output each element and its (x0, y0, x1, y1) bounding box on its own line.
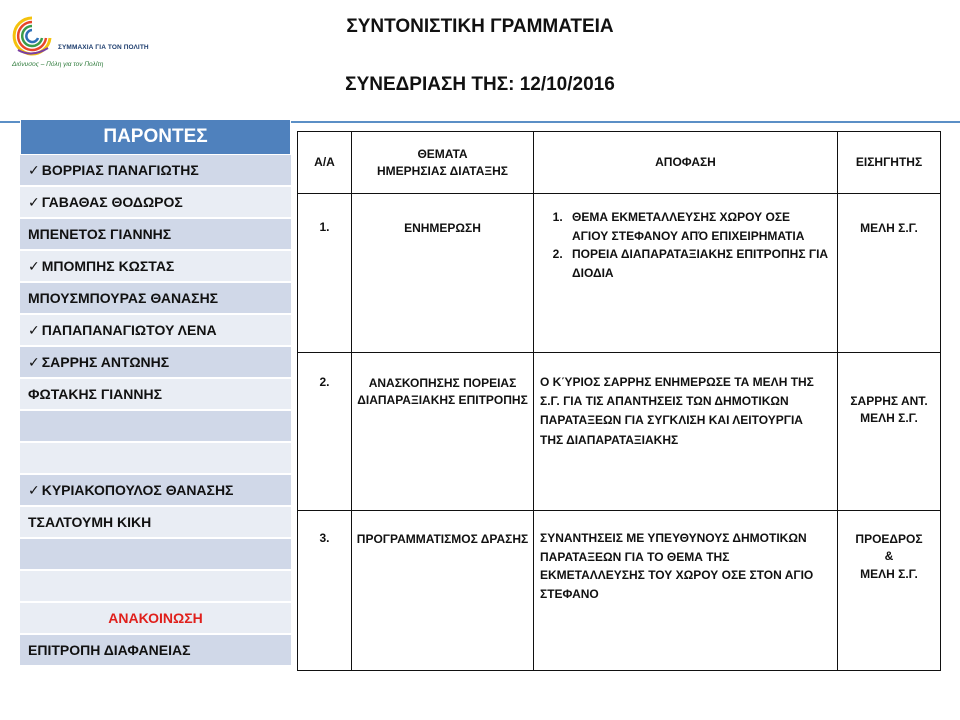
transparency-committee: ΕΠΙΤΡΟΠΗ ΔΙΑΦΑΝΕΙΑΣ (20, 635, 291, 667)
row-number: 3. (298, 511, 352, 671)
decision-item: 1. ΘΕΜΑ ΕΚΜΕΤΑΛΛΕΥΣΗΣ ΧΩΡΟΥ ΟΣΕ ΑΓΙΟΥ ΣΤΕΦΑΝΟΥ ΑΠΌ ΕΠΙΧΕΙΡΗΜΑΤΙΑ (566, 208, 829, 245)
attendee-name: ΒΟΡΡΙΑΣ ΠΑΝΑΓΙΩΤΗΣ (41, 162, 199, 178)
row-decision: ΣΥΝΑΝΤΗΣΕΙΣ ΜΕ ΥΠΕΥΘΥΝΟΥΣ ΔΗΜΟΤΙΚΩΝ ΠΑΡΑΤΑΞΕΩΝ ΓΙΑ ΤΟ ΘΕΜΑ ΤΗΣ ΕΚΜΕΤΑΛΛΕΥΣΗΣ ΤΟΥ ΧΩΡΟΥ ΟΣΕ ΣΤΟΝ ΑΓΙΟ ΣΤΕΦΑΝΟ (534, 511, 838, 671)
logo-name: ΣΥΜΜΑΧΙΑ ΓΙΑ ΤΟΝ ΠΟΛΙΤΗ (58, 44, 149, 51)
agenda-header-row (298, 132, 941, 194)
speaker-line: ΜΕΛΗ Σ.Γ. (860, 221, 918, 235)
attendee-row (20, 507, 291, 539)
attendee-name: ΓΑΒΑΘΑΣ ΘΟΔΩΡΟΣ (41, 194, 183, 210)
attendee-row (20, 155, 291, 187)
agenda-row (298, 194, 941, 353)
attendee-name: ΜΠΕΝΕΤΟΣ ΓΙΑΝΝΗΣ (28, 226, 172, 242)
attendee-row-empty (20, 539, 291, 571)
checkmark-icon: ✓ (28, 257, 40, 274)
session-date: ΣΥΝΕΔΡΙΑΣΗ ΤΗΣ: 12/10/2016 (345, 74, 615, 95)
row-topic: ΑΝΑΣΚΟΠΗΣΗΣ ΠΟΡΕΙΑΣ ΔΙΑΠΑΡΑΞΙΑΚΗΣ ΕΠΙΤΡΟΠΗΣ (352, 353, 534, 511)
attendees-header: ΠΑΡΟΝΤΕΣ (20, 119, 291, 155)
attendee-row (20, 219, 291, 251)
attendee-name: ΚΥΡΙΑΚΟΠΟΥΛΟΣ ΘΑΝΑΣΗΣ (41, 482, 234, 498)
checkmark-icon: ✓ (28, 193, 40, 210)
attendee-row-empty (20, 411, 291, 443)
row-speaker (838, 353, 941, 511)
col-header-decision: ΑΠΟΦΑΣΗ (534, 132, 838, 194)
speaker-line: ΠΡΟΕΔΡΟΣ (855, 532, 923, 546)
attendee-name: ΦΩΤΑΚΗΣ ΓΙΑΝΝΗΣ (28, 386, 162, 402)
col-header-num: Α/Α (298, 132, 352, 194)
agenda-table (297, 131, 941, 671)
attendee-row (20, 283, 291, 315)
checkmark-icon: ✓ (28, 353, 40, 370)
attendee-name: ΤΣΑΛΤΟΥΜΗ ΚΙΚΗ (28, 514, 152, 530)
decision-list (566, 208, 829, 282)
row-decision: Ο ΚΎΡΙΟΣ ΣΑΡΡΗΣ ΕΝΗΜΕΡΩΣΕ ΤΑ ΜΕΛΗ ΤΗΣ Σ.Γ. ΓΙΑ ΤΙΣ ΑΠΑΝΤΗΣΕΙΣ ΤΩΝ ΔΗΜΟΤΙΚΩΝ ΠΑΡΑΤΑΞΕΩΝ ΓΙΑ ΣΥΓΚΛΙΣΗ ΚΑΙ ΛΕΙΤΟΥΡΓΙΑ ΤΗΣ ΔΙΑΠΑΡΑΤΑΞΙΑΚΗΣ (534, 353, 838, 511)
col-header-speaker: ΕΙΣΗΓΗΤΗΣ (838, 132, 941, 194)
checkmark-icon: ✓ (28, 161, 40, 178)
logo-tagline: Διόνυσος – Πόλη για τον Πολίτη (12, 61, 104, 68)
col-header-topic-line2: ΗΜΕΡΗΣΙΑΣ ΔΙΑΤΑΞΗΣ (377, 163, 508, 178)
row-number: 1. (298, 194, 352, 353)
row-number: 2. (298, 353, 352, 511)
row-topic: ΕΝΗΜΕΡΩΣΗ (352, 194, 534, 353)
attendee-row (20, 251, 291, 283)
page-title: ΣΥΝΤΟΝΙΣΤΙΚΗ ΓΡΑΜΜΑΤΕΙΑ (346, 16, 614, 37)
attendee-name: ΜΠΟΥΣΜΠΟΥΡΑΣ ΘΑΝΑΣΗΣ (28, 290, 219, 306)
attendee-row (20, 347, 291, 379)
attendee-row (20, 379, 291, 411)
attendee-row (20, 187, 291, 219)
checkmark-icon: ✓ (28, 321, 40, 338)
attendee-row-empty (20, 571, 291, 603)
speaker-line: ΜΕΛΗ Σ.Γ. (860, 566, 918, 581)
row-speaker (838, 194, 941, 353)
attendee-row (20, 315, 291, 347)
attendee-name: ΜΠΟΜΠΗΣ ΚΩΣΤΑΣ (41, 258, 175, 274)
row-decision (534, 194, 838, 353)
row-topic: ΠΡΟΓΡΑΜΜΑΤΙΣΜΟΣ ΔΡΑΣΗΣ (352, 511, 534, 671)
speaker-line: ΜΕΛΗ Σ.Γ. (860, 411, 918, 426)
attendee-name: ΠΑΠΑΠΑΝΑΓΙΩΤΟΥ ΛΕΝΑ (41, 322, 217, 338)
speaker-line: & (884, 549, 894, 564)
announcement-label: ΑΝΑΚΟΙΝΩΣΗ (20, 603, 291, 635)
attendees-panel (20, 119, 291, 667)
agenda-row (298, 511, 941, 671)
speaker-line: ΣΑΡΡΗΣ ΑΝΤ. (850, 394, 928, 408)
col-header-topic (352, 132, 534, 194)
decision-item: 2. ΠΟΡΕΙΑ ΔΙΑΠΑΡΑΤΑΞΙΑΚΗΣ ΕΠΙΤΡΟΠΗΣ ΓΙΑ ΔΙΟΔΙΑ (566, 245, 829, 282)
attendee-row-empty (20, 443, 291, 475)
checkmark-icon: ✓ (28, 481, 40, 498)
col-header-topic-line1: ΘΕΜΑΤΑ (417, 147, 468, 162)
attendee-name: ΣΑΡΡΗΣ ΑΝΤΩΝΗΣ (41, 354, 170, 370)
attendee-row (20, 475, 291, 507)
agenda-row (298, 353, 941, 511)
row-speaker (838, 511, 941, 671)
